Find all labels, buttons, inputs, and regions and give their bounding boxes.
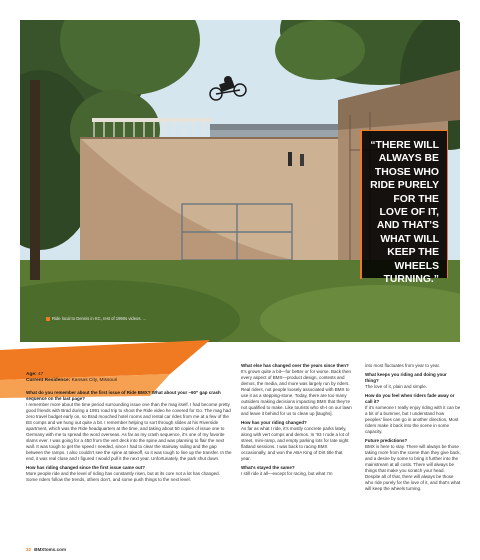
hero-photo: [20, 20, 460, 342]
question: What else has changed over the years since then?: [241, 363, 349, 368]
rider-name: Dennis “DMC” McCoy: [26, 354, 174, 370]
pull-quote: [360, 130, 448, 286]
question: How has your riding changed?: [241, 420, 307, 425]
answer: It’s grown quite a bit—for better or for worse. Back then every aspect of BMX—product design, contests and demos, the media, and more was largely run by riders. Real riders, not people loosely associated with BMX to use it as a stepping-stone. Today, there are too many outsiders making decisions impacting BMX that they’re not qualified to make. Like tourists who sh-t on our lawn and leave it behind for us to clean up [laughs].: [241, 369, 352, 416]
article-column-right: [365, 363, 461, 492]
question: How has riding changed since the first issue came out?: [26, 465, 146, 470]
photo-caption: Ride local to Dennis in KC, rest of 1990s videos. ...: [46, 316, 166, 321]
answer: BMX is here to stay. There will always be those taking more from the scene than they give back, and a desire by some to bring it further into the mainstream at all costs. There will always be things that make you scratch your head. Despite all of that, there will always be those who ride purely for the love of it, and that’s what will keep the wheels turning.: [365, 444, 461, 491]
question: What’s stayed the same?: [241, 465, 295, 470]
article-column-left: [26, 390, 232, 483]
rider-meta: [26, 372, 226, 384]
answer: I remember more about the time period surrounding issue one than the mag itself. I had become pretty good friends with Brad during a 1991 road trip to shoot the Ride video he covered for Go. The mag had zero travel budget early on, so Brad mooched hotel rooms and rental car rides from me at a few of the BS comps and we hung out quite a bit. I remember helping to sort through slides at his Riverside apartment, which was the Ride headquarters at the time, and taking about 50 copies of issue one to Germany with me to spread the word overseas. As far as my crash sequence, it’s one of my favorite slams ever. I was going for a 450 from the vert deck into the spine and was planning to flair the next wall. It was tough to get the speed I needed, since I had to clear the stairway railing and the gap between the ramps. I also couldn’t see the spine at takeoff, so it was tough to line up the transfer. In the end, it was real close and I figured I would pull it the next year. Unfortunately, the park shut down.: [26, 402, 232, 461]
age-value: 47: [38, 372, 44, 377]
question: Future predictions?: [365, 438, 408, 443]
article-column-middle: [241, 363, 353, 477]
age-label: Age:: [26, 372, 37, 377]
answer: I still ride it all—except for racing, but what I’m: [241, 471, 333, 476]
pull-quote-accent-bar: [360, 131, 362, 279]
residence-value: Kansas City, Missouri: [71, 378, 118, 384]
caption-marker-icon: [46, 317, 50, 321]
question: How do you feel when riders fade away or call it?: [365, 393, 455, 404]
page-footer: [26, 547, 66, 553]
question: What keeps you riding and doing your thing?: [365, 372, 447, 383]
answer: into most fluctuates from year to year.: [365, 363, 441, 368]
answer: The love of it, plain and simple.: [365, 384, 428, 389]
site-name: BMXtoms.com: [34, 547, 67, 552]
pull-quote-text: “THERE WILL ALWAYS BE THOSE WHO RIDE PURELY FOR THE LOVE OF IT, AND THAT’S WHAT WILL KEEP THE WHEELS TURNING.”: [370, 140, 439, 286]
answer: More people ride and the level of riding has constantly risen, but at its core not a lot has changed. Some riders follow the trends, others don’t, and some push things to the next level.: [26, 471, 220, 482]
answer: As far as what I ride, it’s mostly concrete parks lately, along with vert comps and demos. In ‘93 I rode a lot of street, mini-ramp, and empty parking lots for late night flatland sessions. I was back to racing BMX occasionally, and won the ABA King of Dirt title that year.: [241, 426, 350, 461]
page-number: 32: [26, 547, 32, 552]
question: What do you remember about the first issue of Ride BMX? What about your –60” gap crash sequence on the last page?: [26, 390, 221, 401]
residence-label: Current Residence:: [26, 378, 71, 384]
answer: If it’s someone I really enjoy riding with it can be a bit of a bummer, but I understand how peoples’ lives can go in another direction. Most riders make it back into the scene in some capacity.: [365, 405, 461, 434]
